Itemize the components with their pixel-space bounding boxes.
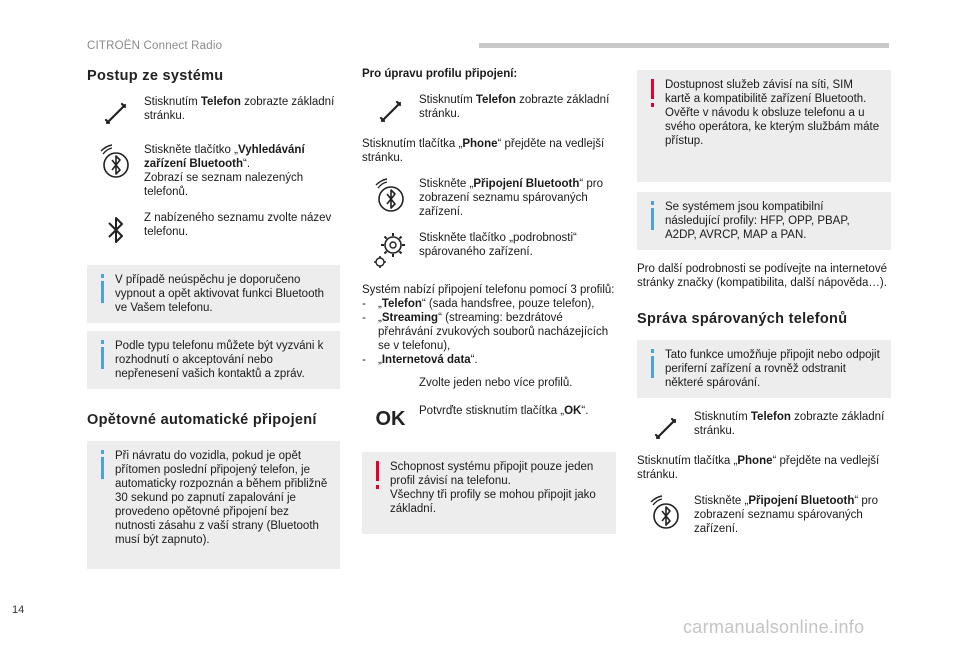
header-brand: CITROËN Connect Radio — [87, 40, 223, 52]
info-note-navrat: Při návratu do vozidla, pokud je opět přítomen poslední připojený telefon, je automaticky rozpoznán a během přibližně 30 sekund po zapnutí zapalování je provedeno opětovné připojení bez nutnosti zásahu z vaší strany (Bluetooth musí být zapnuto). — [87, 441, 340, 569]
column-2 — [362, 62, 616, 534]
list-item: - „Streaming“ (streaming: bezdrátové přehrávání zvukových souborů nacházejících se v telefonu), — [362, 312, 609, 352]
watermark: carmanualsonline.info — [683, 617, 865, 637]
bluetooth-search-icon — [96, 143, 136, 183]
list-item: - „Telefon“ (sada handsfree, pouze telefon), — [362, 298, 595, 310]
section-title-postup: Postup ze systému — [87, 68, 224, 84]
step-telefon-2: Stisknutím Telefon zobrazte základní stránku. — [362, 93, 616, 125]
step-vyhledavani-text: Stiskněte tlačítko „Vyhledávání zařízení Bluetooth“. Zobrazí se seznam nalezených telefonů. — [144, 144, 305, 198]
para-phone-3: Stisknutím tlačítka „Phone“ přejděte na vedlejší stránku. — [637, 455, 880, 481]
info-note-kompatibilita: Se systémem jsou kompatibilní následující profily: HFP, OPP, PBAP, A2DP, AVRCP, MAP a PAN. — [637, 192, 891, 250]
step-zvolte-profil: Zvolte jeden nebo více profilů. — [419, 377, 573, 389]
info-note-neuspech: V případě neúspěchu je doporučeno vypnout a opět aktivovat funkci Bluetooth ve Vašem telefonu. — [87, 265, 340, 323]
header-bar — [479, 43, 889, 48]
heading-profil: Pro úpravu profilu připojení: — [362, 68, 518, 80]
phone-handset-icon — [653, 416, 679, 442]
step-zvolte-text: Z nabízeného seznamu zvolte název telefonu. — [144, 212, 332, 238]
step-telefon-3: Stisknutím Telefon zobrazte základní stránku. — [637, 410, 891, 442]
step-pripojeni-bt: Stiskněte „Připojení Bluetooth“ pro zobrazení seznamu spárovaných zařízení. — [362, 177, 616, 219]
list-item: - „Internetová data“. — [362, 354, 478, 366]
phone-handset-icon — [378, 99, 404, 125]
para-podrobnosti: Pro další podrobnosti se podívejte na internetové stránky značky (kompatibilita, další nápověda…). — [637, 263, 887, 289]
info-note-kontakty: Podle typu telefonu můžete být vyzváni k rozhodnutí o akceptování nebo nepřenesení vašich kontaktů a zpráv. — [87, 331, 340, 389]
page-number: 14 — [12, 604, 25, 616]
phone-handset-icon — [103, 101, 129, 127]
profile-list — [362, 297, 616, 367]
section-title-sprava: Správa spárovaných telefonů — [637, 311, 848, 327]
bluetooth-search-icon — [646, 494, 686, 534]
step-podrobnosti: Stiskněte tlačítko „podrobnosti“ spárovaného zařízení. — [362, 229, 616, 271]
ok-icon: OK — [375, 408, 406, 430]
warning-note-profil: Schopnost systému připojit pouze jeden profil závisí na telefonu. Všechny tři profily se mohou připojit jako základní. — [362, 452, 616, 534]
step-vyhledavani — [87, 143, 340, 199]
step-telefon-text: Stisknutím Telefon zobrazte základní stránku. — [144, 96, 335, 122]
para-phone: Stisknutím tlačítka „Phone“ přejděte na vedlejší stránku. — [362, 138, 605, 164]
column-3 — [637, 62, 891, 536]
bluetooth-icon — [105, 213, 127, 247]
warning-note-dostupnost: Dostupnost služeb závisí na síti, SIM kartě a kompatibilitě zařízení Bluetooth. Ověřte v návodu k obsluze telefonu a u svého operátora, ke kterým službám máte přístup. — [637, 70, 891, 182]
bluetooth-search-icon — [371, 177, 411, 217]
step-zvolte — [87, 211, 340, 247]
section-title-opetovne: Opětovné automatické připojení — [87, 412, 317, 428]
info-note-funkce: Tato funkce umožňuje připojit nebo odpojit periferní zařízení a rovněž odstranit některé spárování. — [637, 340, 891, 398]
column-1 — [87, 62, 340, 569]
settings-gear-icon — [371, 229, 411, 271]
step-pripojeni-bt-3: Stiskněte „Připojení Bluetooth“ pro zobrazení seznamu spárovaných zařízení. — [637, 494, 891, 536]
step-telefon — [87, 95, 340, 127]
step-potvrdte: OK Potvrďte stisknutím tlačítka „OK“. — [375, 405, 589, 430]
para-profily: Systém nabízí připojení telefonu pomocí 3 profilů: — [362, 284, 615, 296]
